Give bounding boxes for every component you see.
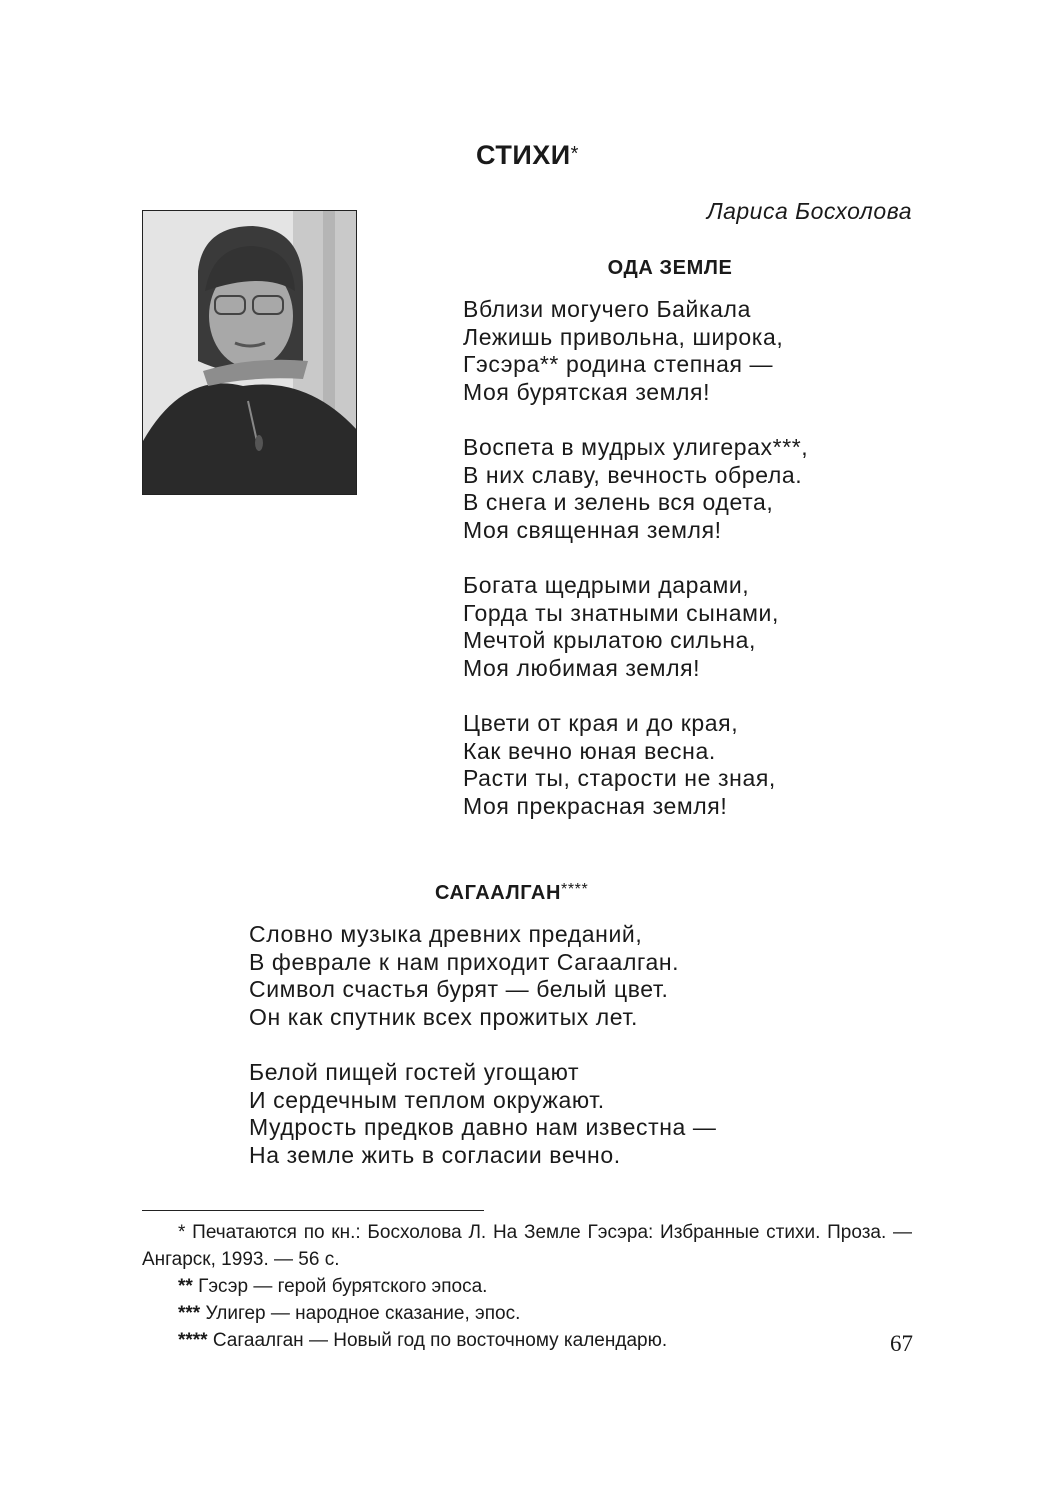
author-photo	[142, 210, 357, 495]
poem-line: Лежишь привольна, широка,	[463, 323, 784, 350]
poem-line: Горда ты знатными сынами,	[463, 599, 779, 626]
footnote	[142, 1300, 912, 1327]
footnote-divider	[142, 1210, 484, 1211]
footnote	[142, 1219, 912, 1273]
poem-line: Он как спутник всех прожитых лет.	[249, 1003, 639, 1030]
poem-line: В феврале к нам приходит Сагаалган.	[249, 948, 680, 975]
poem-line: Словно музыка древних преданий,	[249, 921, 643, 947]
poem-line: На земле жить в согласии вечно.	[249, 1141, 621, 1168]
poem-line: Вблизи могучего Байкала	[463, 296, 751, 322]
poem-line: В снега и зелень вся одета,	[463, 489, 774, 516]
poem-line: Как вечно юная весна.	[463, 737, 716, 764]
stanza	[249, 921, 717, 1031]
poem-oda-zemle	[463, 296, 808, 848]
poem-line: Богата щедрыми дарами,	[463, 571, 750, 598]
poem-sagaalgan	[249, 921, 717, 1197]
footnote-mark: ****	[178, 1330, 208, 1351]
stanza	[463, 572, 808, 682]
poem-title-text: ОДА ЗЕМЛЕ	[607, 257, 733, 279]
poem-line: Мудрость предков давно нам известна —	[249, 1114, 717, 1141]
stanza	[463, 296, 808, 406]
stanza	[463, 434, 808, 544]
page-title	[0, 140, 1055, 171]
footnote-text: Гэсэр — герой бурятского эпоса.	[198, 1276, 488, 1297]
poem-line: Воспета в мудрых улигерах***,	[463, 433, 809, 460]
title-footnote-mark: ****	[561, 881, 589, 898]
poem-line: Моя прекрасная земля!	[463, 792, 728, 819]
footnote-text: Печатаются по кн.: Босхолова Л. На Земле Гэсэра: Избранные стихи. Проза. — Ангарск, 1993. — 56 с.	[142, 1222, 912, 1270]
poem-line: Расти ты, старости не зная,	[463, 765, 776, 792]
footnote-text: Сагаалган — Новый год по восточному календарю.	[212, 1330, 668, 1351]
poem-line: Моя бурятская земля!	[463, 378, 711, 405]
footnote-mark: **	[178, 1276, 193, 1297]
footnote	[142, 1273, 912, 1300]
poem-line: Гэсэра** родина степная —	[463, 351, 774, 378]
footnote	[142, 1327, 912, 1354]
footnote-mark: ***	[178, 1303, 201, 1324]
poem-title-text: САГААЛГАН	[435, 882, 561, 904]
poem-title-sagaalgan	[435, 881, 588, 905]
stanza	[463, 710, 808, 820]
poem-line: Цвети от края и до края,	[463, 709, 739, 736]
poem-title-oda-zemle	[0, 257, 1055, 280]
poem-line: Белой пищей гостей угощают	[249, 1058, 580, 1085]
poem-line: Мечтой крылатою сильна,	[463, 627, 756, 654]
title-footnote-mark: *	[570, 143, 579, 165]
footnotes	[142, 1219, 912, 1354]
poem-line: В них славу, вечность обрела.	[463, 461, 803, 488]
author-name: Лариса Босхолова	[706, 198, 912, 224]
poem-line: Моя любимая земля!	[463, 654, 701, 681]
poem-line: Символ счастья бурят — белый цвет.	[249, 976, 669, 1003]
portrait-image	[143, 211, 357, 495]
footnote-text: Улигер — народное сказание, эпос.	[205, 1303, 521, 1324]
footnote-mark: *	[178, 1222, 186, 1243]
poem-line: И сердечным теплом окружают.	[249, 1086, 605, 1113]
title-text: СТИХИ	[476, 140, 571, 170]
stanza	[249, 1059, 717, 1169]
poem-line: Моя священная земля!	[463, 516, 722, 543]
page-number: 67	[890, 1331, 913, 1356]
